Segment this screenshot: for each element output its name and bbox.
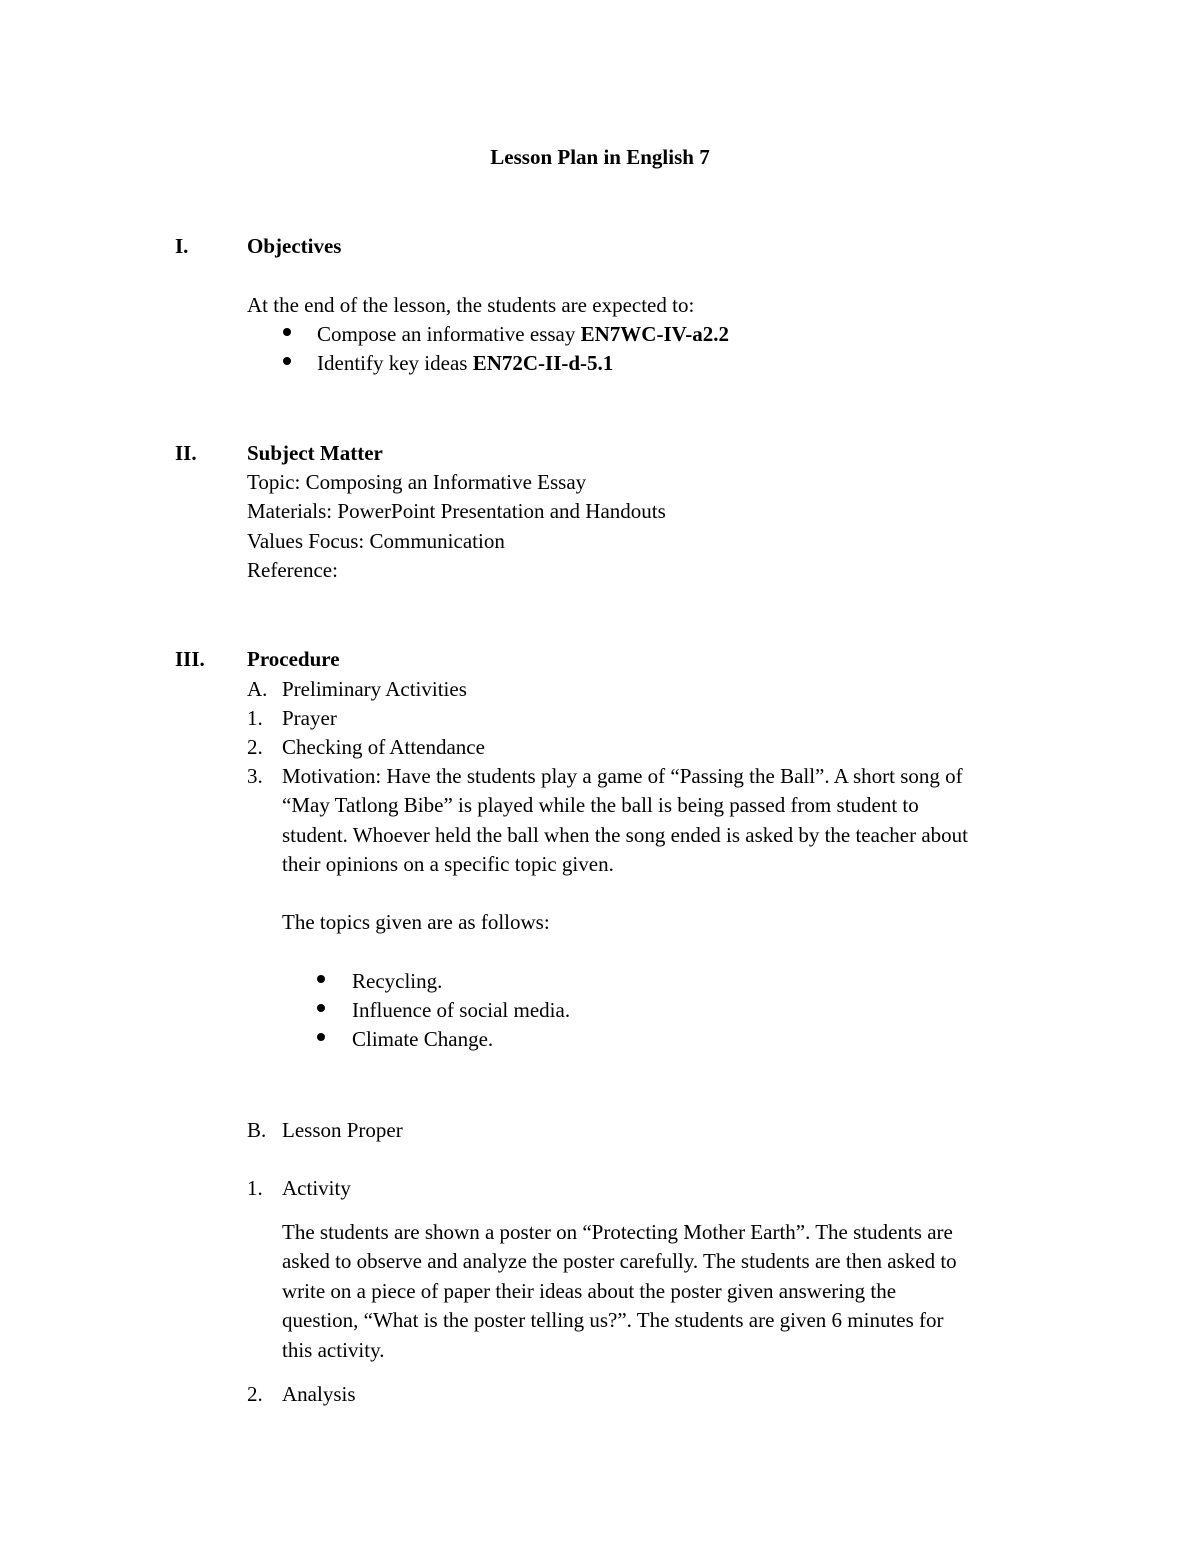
section-heading-procedure: Procedure — [247, 647, 340, 671]
subject-materials: Materials: PowerPoint Presentation and Handouts — [247, 499, 666, 523]
objective-text: Identify key ideas — [317, 351, 473, 375]
activity-line: The students are shown a poster on “Protecting Mother Earth”. The students are — [282, 1220, 953, 1244]
objective-text: Compose an informative essay — [317, 322, 581, 346]
step-text: Prayer — [282, 706, 337, 730]
step-text: Checking of Attendance — [282, 735, 485, 759]
topic-item: Climate Change. — [352, 1027, 494, 1051]
subsection-label-a: Preliminary Activities — [282, 677, 467, 701]
motivation-line: “May Tatlong Bibe” is played while the ball is being passed from student to — [282, 793, 919, 817]
analysis-label: Analysis — [282, 1382, 356, 1406]
topic-item: Recycling. — [352, 969, 443, 993]
section-number-procedure: III. — [175, 647, 205, 671]
activity-label: Activity — [282, 1176, 351, 1200]
document-title: Lesson Plan in English 7 — [490, 145, 710, 169]
section-number-objectives: I. — [175, 234, 189, 258]
motivation-line: student. Whoever held the ball when the song ended is asked by the teacher about — [282, 823, 968, 847]
activity-line: this activity. — [282, 1338, 385, 1362]
motivation-line: their opinions on a specific topic given. — [282, 852, 614, 876]
objective-item — [317, 353, 613, 374]
step-number: 1. — [247, 1176, 263, 1200]
bullet-icon — [317, 975, 325, 983]
step-number: 2. — [247, 735, 263, 759]
activity-line: write on a piece of paper their ideas about the poster given answering the — [282, 1279, 897, 1303]
step-number: 2. — [247, 1382, 263, 1406]
subject-topic: Topic: Composing an Informative Essay — [247, 470, 587, 494]
bullet-icon — [317, 1004, 325, 1012]
activity-line: question, “What is the poster telling us?”. The students are given 6 minutes for — [282, 1308, 944, 1332]
objective-code: EN7WC-IV-a2.2 — [580, 322, 729, 346]
subsection-label-b: Lesson Proper — [282, 1118, 403, 1142]
activity-line: asked to observe and analyze the poster carefully. The students are then asked to — [282, 1249, 957, 1273]
subject-values-focus: Values Focus: Communication — [247, 529, 505, 553]
bullet-icon — [283, 328, 291, 336]
step-number: 3. — [247, 764, 263, 788]
step-number: 1. — [247, 706, 263, 730]
bullet-icon — [283, 357, 291, 365]
section-heading-objectives: Objectives — [247, 234, 342, 258]
objectives-intro: At the end of the lesson, the students are expected to: — [247, 293, 695, 317]
subsection-letter-b: B. — [247, 1118, 267, 1142]
objective-code: EN72C-II-d-5.1 — [472, 351, 614, 375]
section-number-subject-matter: II. — [175, 441, 197, 465]
subject-reference: Reference: — [247, 558, 338, 582]
topic-item: Influence of social media. — [352, 998, 571, 1022]
motivation-line: Motivation: Have the students play a game of “Passing the Ball”. A short song of — [282, 764, 963, 788]
topics-intro: The topics given are as follows: — [282, 910, 550, 934]
section-heading-subject-matter: Subject Matter — [247, 441, 383, 465]
bullet-icon — [317, 1033, 325, 1041]
subsection-letter-a: A. — [247, 677, 268, 701]
objective-item — [317, 324, 729, 345]
